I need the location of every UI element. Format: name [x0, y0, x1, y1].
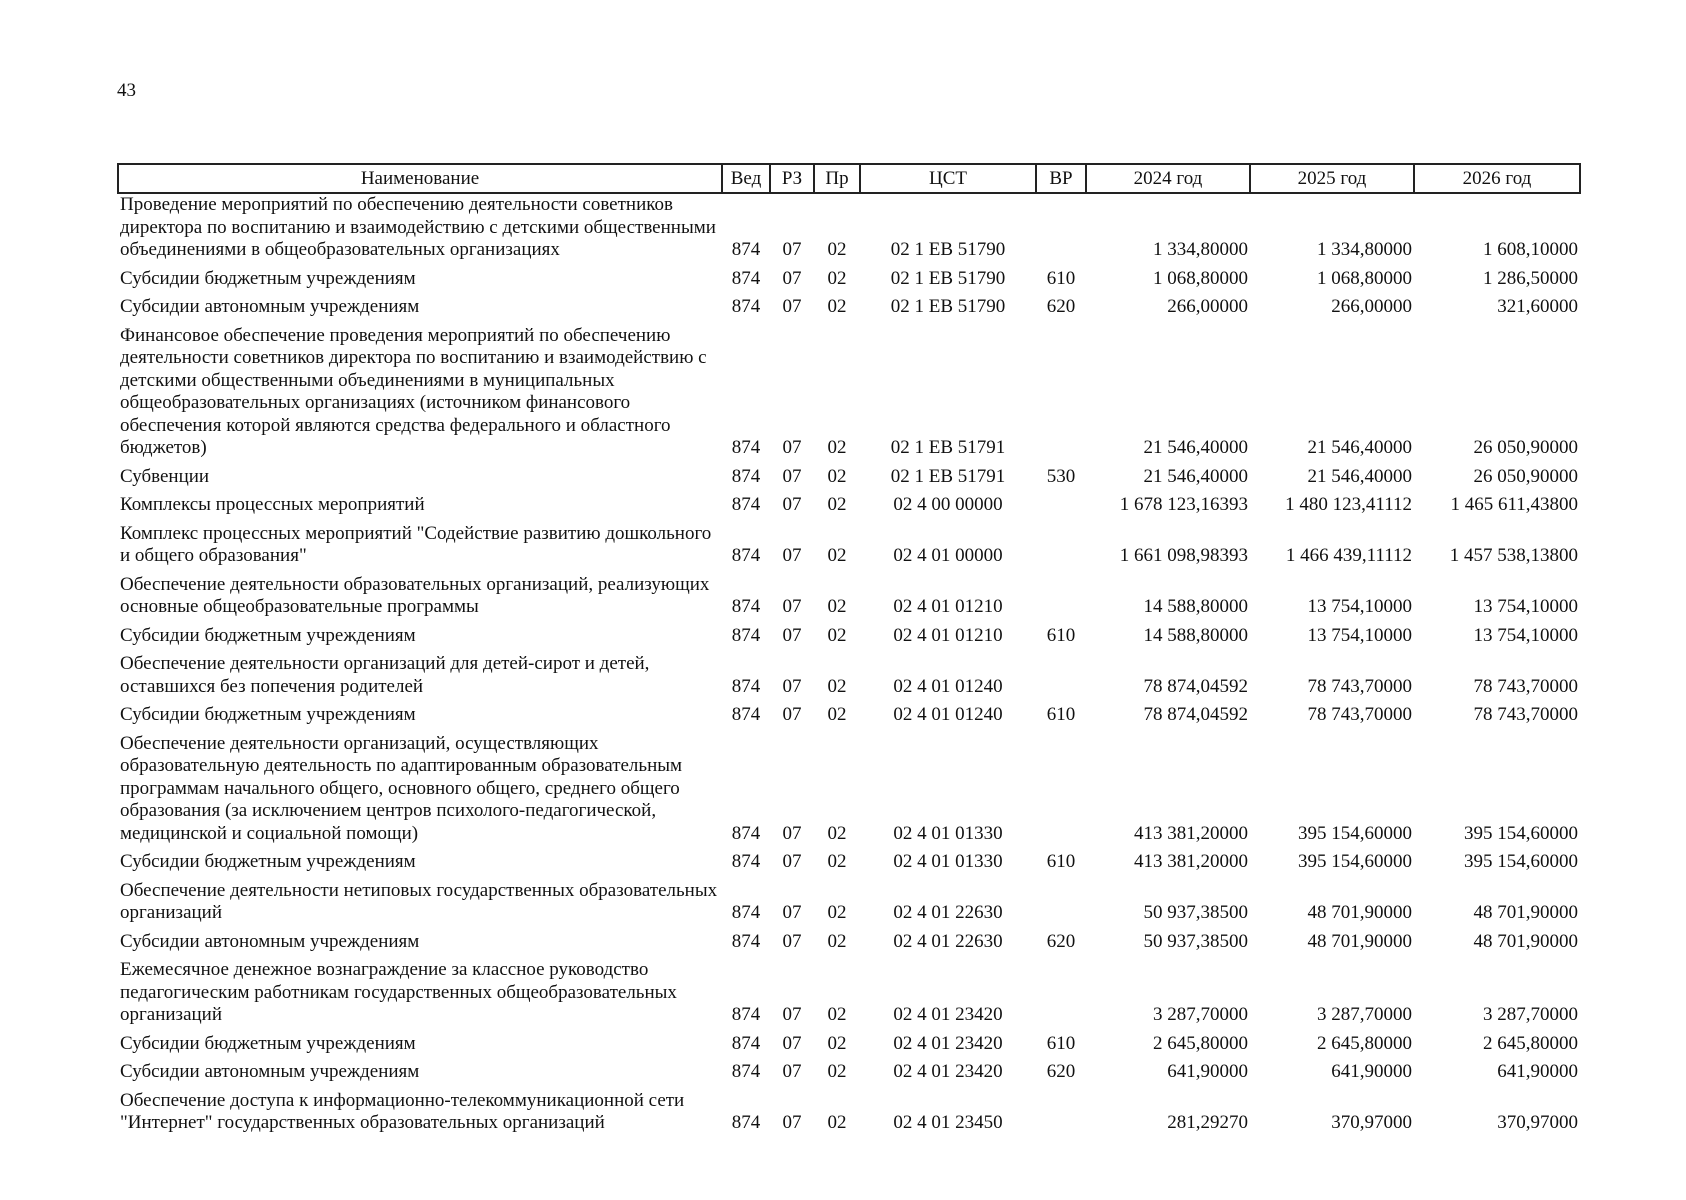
row-pr: 02	[827, 624, 847, 646]
row-pr: 02	[827, 296, 847, 317]
row-cst: 02 4 01 23450	[893, 1112, 1003, 1133]
table-row	[118, 851, 1580, 880]
row-amount-2025: 48 701,90000	[1307, 902, 1412, 923]
row-rz: 07	[782, 1061, 802, 1082]
row-ved: 874	[731, 1061, 761, 1082]
row-vr: 610	[1046, 267, 1076, 289]
row-rz: 07	[782, 930, 802, 952]
row-pr: 02	[827, 851, 847, 872]
row-amount-2026: 78 743,70000	[1473, 704, 1578, 725]
row-cst: 02 4 01 01210	[893, 596, 1003, 617]
row-amount-2024: 21 546,40000	[1143, 437, 1248, 458]
row-amount-2025: 21 546,40000	[1307, 465, 1412, 487]
row-amount-2025: 78 743,70000	[1307, 675, 1412, 697]
row-cst: 02 4 01 01330	[893, 851, 1003, 872]
row-amount-2024: 3 287,70000	[1153, 1004, 1248, 1025]
row-cst: 02 4 00 00000	[893, 494, 1003, 515]
row-name: Обеспечение доступа к информационно-телекоммуникационной сети "Интернет" государственных образовательных организаций	[120, 1089, 685, 1133]
row-amount-2026: 1 608,10000	[1483, 239, 1578, 260]
row-amount-2025: 3 287,70000	[1317, 1004, 1412, 1025]
row-vr	[1036, 494, 1086, 523]
row-cst: 02 4 01 00000	[893, 545, 1003, 566]
row-ved: 874	[731, 596, 761, 617]
table-row	[118, 268, 1580, 297]
row-amount-2024: 14 588,80000	[1143, 596, 1248, 617]
row-pr: 02	[827, 437, 847, 458]
row-pr: 02	[827, 930, 847, 952]
row-pr: 02	[827, 675, 847, 697]
row-vr	[1036, 523, 1086, 574]
header-2026: 2026 год	[1414, 164, 1580, 193]
row-vr	[1036, 1090, 1086, 1141]
row-ved: 874	[731, 437, 761, 458]
row-rz: 07	[782, 624, 802, 646]
row-rz: 07	[782, 675, 802, 697]
row-amount-2024: 281,29270	[1167, 1112, 1248, 1133]
budget-table	[117, 163, 1581, 1141]
row-ved: 874	[731, 1004, 761, 1025]
row-name: Финансовое обеспечение проведения мероприятий по обеспечению деятельности советников директора по воспитанию и взаимодействию с детскими общественными объединениями в муниципальных общеобразовательных организациях (источником финансового обеспечения которой являются средства федерального и областного бюджетов)	[120, 324, 707, 458]
row-ved: 874	[731, 624, 761, 646]
row-pr: 02	[827, 902, 847, 923]
row-ved: 874	[731, 465, 761, 487]
row-cst: 02 4 01 23420	[893, 1061, 1003, 1082]
row-ved: 874	[731, 296, 761, 317]
row-rz: 07	[782, 704, 802, 725]
table-row	[118, 325, 1580, 466]
row-cst: 02 4 01 22630	[893, 930, 1003, 952]
row-cst: 02 4 01 01330	[893, 822, 1003, 844]
header-rz: РЗ	[770, 164, 814, 193]
row-amount-2024: 1 334,80000	[1153, 239, 1248, 260]
table-row	[118, 1033, 1580, 1062]
table-row	[118, 1090, 1580, 1141]
row-cst: 02 4 01 23420	[893, 1004, 1003, 1025]
row-name: Субсидии автономным учреждениям	[120, 296, 420, 317]
table-row	[118, 466, 1580, 495]
header-ved: Вед	[722, 164, 770, 193]
row-cst: 02 4 01 23420	[893, 1032, 1003, 1054]
row-ved: 874	[731, 822, 761, 844]
row-vr	[1036, 653, 1086, 704]
row-rz: 07	[782, 1004, 802, 1025]
row-cst: 02 1 ЕВ 51791	[890, 437, 1006, 458]
row-amount-2024: 78 874,04592	[1143, 675, 1248, 697]
row-ved: 874	[731, 704, 761, 725]
row-name: Субвенции	[120, 465, 210, 487]
row-rz: 07	[782, 1032, 802, 1054]
table-row	[118, 733, 1580, 852]
row-vr: 610	[1046, 624, 1076, 646]
row-name: Проведение мероприятий по обеспечению деятельности советников директора по воспитанию и взаимодействию с детскими общественными объединениями в общеобразовательных организациях	[120, 194, 716, 260]
row-pr: 02	[827, 596, 847, 617]
row-amount-2026: 2 645,80000	[1483, 1032, 1578, 1054]
row-vr: 610	[1046, 1032, 1076, 1054]
row-ved: 874	[731, 239, 761, 260]
row-ved: 874	[731, 930, 761, 952]
row-amount-2024: 641,90000	[1167, 1061, 1248, 1082]
row-amount-2026: 78 743,70000	[1473, 675, 1578, 697]
row-amount-2025: 1 334,80000	[1317, 239, 1412, 260]
row-amount-2024: 413 381,20000	[1134, 822, 1248, 844]
row-amount-2024: 78 874,04592	[1143, 704, 1248, 725]
row-amount-2025: 2 645,80000	[1317, 1032, 1412, 1054]
row-pr: 02	[827, 1112, 847, 1133]
table-row	[118, 494, 1580, 523]
row-pr: 02	[827, 1032, 847, 1054]
row-amount-2026: 1 286,50000	[1483, 267, 1578, 289]
row-name: Обеспечение деятельности организаций для детей-сирот и детей, оставшихся без попечения родителей	[120, 653, 650, 697]
row-pr: 02	[827, 1004, 847, 1025]
row-amount-2025: 1 466 439,11112	[1285, 545, 1412, 566]
row-vr: 620	[1046, 1061, 1076, 1082]
row-vr	[1036, 325, 1086, 466]
row-vr	[1036, 733, 1086, 852]
row-cst: 02 4 01 22630	[893, 902, 1003, 923]
row-vr	[1036, 574, 1086, 625]
header-pr: Пр	[814, 164, 860, 193]
row-amount-2026: 26 050,90000	[1473, 437, 1578, 458]
row-amount-2026: 641,90000	[1497, 1061, 1578, 1082]
row-rz: 07	[782, 465, 802, 487]
row-amount-2026: 3 287,70000	[1483, 1004, 1578, 1025]
header-2024: 2024 год	[1086, 164, 1250, 193]
row-rz: 07	[782, 822, 802, 844]
row-amount-2026: 1 465 611,43800	[1450, 494, 1578, 515]
table-row	[118, 880, 1580, 931]
row-ved: 874	[731, 494, 761, 515]
row-name: Субсидии бюджетным учреждениям	[120, 1032, 416, 1054]
row-amount-2025: 13 754,10000	[1307, 624, 1412, 646]
row-amount-2026: 13 754,10000	[1473, 624, 1578, 646]
row-amount-2025: 395 154,60000	[1298, 822, 1412, 844]
row-rz: 07	[782, 1112, 802, 1133]
row-amount-2024: 14 588,80000	[1143, 624, 1248, 646]
row-amount-2026: 1 457 538,13800	[1449, 545, 1578, 566]
row-rz: 07	[782, 296, 802, 317]
row-cst: 02 4 01 01240	[893, 704, 1003, 725]
row-ved: 874	[731, 1032, 761, 1054]
row-amount-2026: 321,60000	[1497, 296, 1578, 317]
table-row	[118, 574, 1580, 625]
row-name: Субсидии бюджетным учреждениям	[120, 267, 416, 289]
table-row	[118, 296, 1580, 325]
row-name: Ежемесячное денежное вознаграждение за классное руководство педагогическим работникам государственных общеобразовательных организаций	[120, 959, 677, 1025]
row-rz: 07	[782, 596, 802, 617]
table-row	[118, 653, 1580, 704]
table-row	[118, 931, 1580, 960]
row-ved: 874	[731, 851, 761, 872]
header-name: Наименование	[118, 164, 722, 193]
row-ved: 874	[731, 1112, 761, 1133]
row-amount-2025: 395 154,60000	[1298, 851, 1412, 872]
row-pr: 02	[827, 239, 847, 260]
row-amount-2026: 26 050,90000	[1473, 465, 1578, 487]
row-rz: 07	[782, 239, 802, 260]
header-cst: ЦСТ	[860, 164, 1036, 193]
row-amount-2026: 48 701,90000	[1473, 930, 1578, 952]
table-row	[118, 193, 1580, 268]
row-vr: 530	[1046, 465, 1076, 487]
row-vr: 610	[1046, 704, 1076, 725]
row-amount-2024: 266,00000	[1167, 296, 1248, 317]
row-rz: 07	[782, 267, 802, 289]
row-rz: 07	[782, 851, 802, 872]
row-amount-2025: 13 754,10000	[1307, 596, 1412, 617]
row-amount-2026: 48 701,90000	[1473, 902, 1578, 923]
table-row	[118, 523, 1580, 574]
row-cst: 02 1 ЕВ 51791	[890, 465, 1006, 487]
row-amount-2024: 2 645,80000	[1153, 1032, 1248, 1054]
row-name: Обеспечение деятельности организаций, осуществляющих образовательную деятельность по адаптированным образовательным программам начального общего, основного общего, среднего общего образования (за исключением центров психолого-педагогической, медицинской и социальной помощи)	[120, 732, 683, 844]
row-amount-2024: 50 937,38500	[1143, 902, 1248, 923]
row-amount-2025: 21 546,40000	[1307, 437, 1412, 458]
table-row	[118, 704, 1580, 733]
row-amount-2024: 50 937,38500	[1143, 930, 1248, 952]
row-vr: 610	[1046, 851, 1076, 872]
table-header-row	[118, 164, 1580, 193]
page-number: 43	[117, 80, 136, 101]
row-amount-2024: 1 661 098,98393	[1119, 545, 1248, 566]
table-row	[118, 959, 1580, 1033]
row-amount-2025: 1 068,80000	[1317, 267, 1412, 289]
row-name: Субсидии автономным учреждениям	[120, 930, 420, 952]
header-2025: 2025 год	[1250, 164, 1414, 193]
row-rz: 07	[782, 494, 802, 515]
row-name: Субсидии бюджетным учреждениям	[120, 704, 416, 725]
row-amount-2026: 395 154,60000	[1464, 851, 1578, 872]
row-name: Субсидии автономным учреждениям	[120, 1061, 420, 1082]
row-cst: 02 1 ЕВ 51790	[890, 296, 1006, 317]
row-amount-2025: 1 480 123,41112	[1285, 494, 1412, 515]
row-pr: 02	[827, 704, 847, 725]
row-name: Субсидии бюджетным учреждениям	[120, 851, 416, 872]
row-pr: 02	[827, 1061, 847, 1082]
row-rz: 07	[782, 545, 802, 566]
row-pr: 02	[827, 465, 847, 487]
row-amount-2024: 21 546,40000	[1143, 465, 1248, 487]
table-row	[118, 1061, 1580, 1090]
row-name: Комплекс процессных мероприятий "Содействие развитию дошкольного и общего образования"	[120, 522, 712, 566]
row-pr: 02	[827, 494, 847, 515]
row-pr: 02	[827, 267, 847, 289]
row-name: Субсидии бюджетным учреждениям	[120, 624, 416, 646]
row-cst: 02 1 ЕВ 51790	[890, 239, 1006, 260]
row-vr	[1036, 193, 1086, 268]
table-row	[118, 625, 1580, 654]
row-vr	[1036, 880, 1086, 931]
row-cst: 02 1 ЕВ 51790	[890, 267, 1006, 289]
row-amount-2025: 78 743,70000	[1307, 704, 1412, 725]
row-amount-2026: 370,97000	[1497, 1112, 1578, 1133]
row-vr: 620	[1046, 296, 1076, 317]
row-vr: 620	[1046, 930, 1076, 952]
row-amount-2025: 370,97000	[1331, 1112, 1412, 1133]
row-ved: 874	[731, 675, 761, 697]
row-rz: 07	[782, 437, 802, 458]
row-amount-2025: 266,00000	[1331, 296, 1412, 317]
row-rz: 07	[782, 902, 802, 923]
row-pr: 02	[827, 822, 847, 844]
header-vr: ВР	[1036, 164, 1086, 193]
row-amount-2026: 13 754,10000	[1473, 596, 1578, 617]
row-ved: 874	[731, 902, 761, 923]
row-amount-2024: 1 678 123,16393	[1119, 494, 1248, 515]
row-ved: 874	[731, 545, 761, 566]
row-cst: 02 4 01 01240	[893, 675, 1003, 697]
row-name: Комплексы процессных мероприятий	[120, 494, 425, 515]
row-name: Обеспечение деятельности нетиповых государственных образовательных организаций	[120, 879, 718, 923]
row-amount-2024: 413 381,20000	[1134, 851, 1248, 872]
row-cst: 02 4 01 01210	[893, 624, 1003, 646]
row-amount-2025: 48 701,90000	[1307, 930, 1412, 952]
row-amount-2024: 1 068,80000	[1153, 267, 1248, 289]
row-vr	[1036, 959, 1086, 1033]
row-name: Обеспечение деятельности образовательных организаций, реализующих основные общеобразовательные программы	[120, 573, 710, 617]
row-ved: 874	[731, 267, 761, 289]
row-pr: 02	[827, 545, 847, 566]
row-amount-2026: 395 154,60000	[1464, 822, 1578, 844]
row-amount-2025: 641,90000	[1331, 1061, 1412, 1082]
